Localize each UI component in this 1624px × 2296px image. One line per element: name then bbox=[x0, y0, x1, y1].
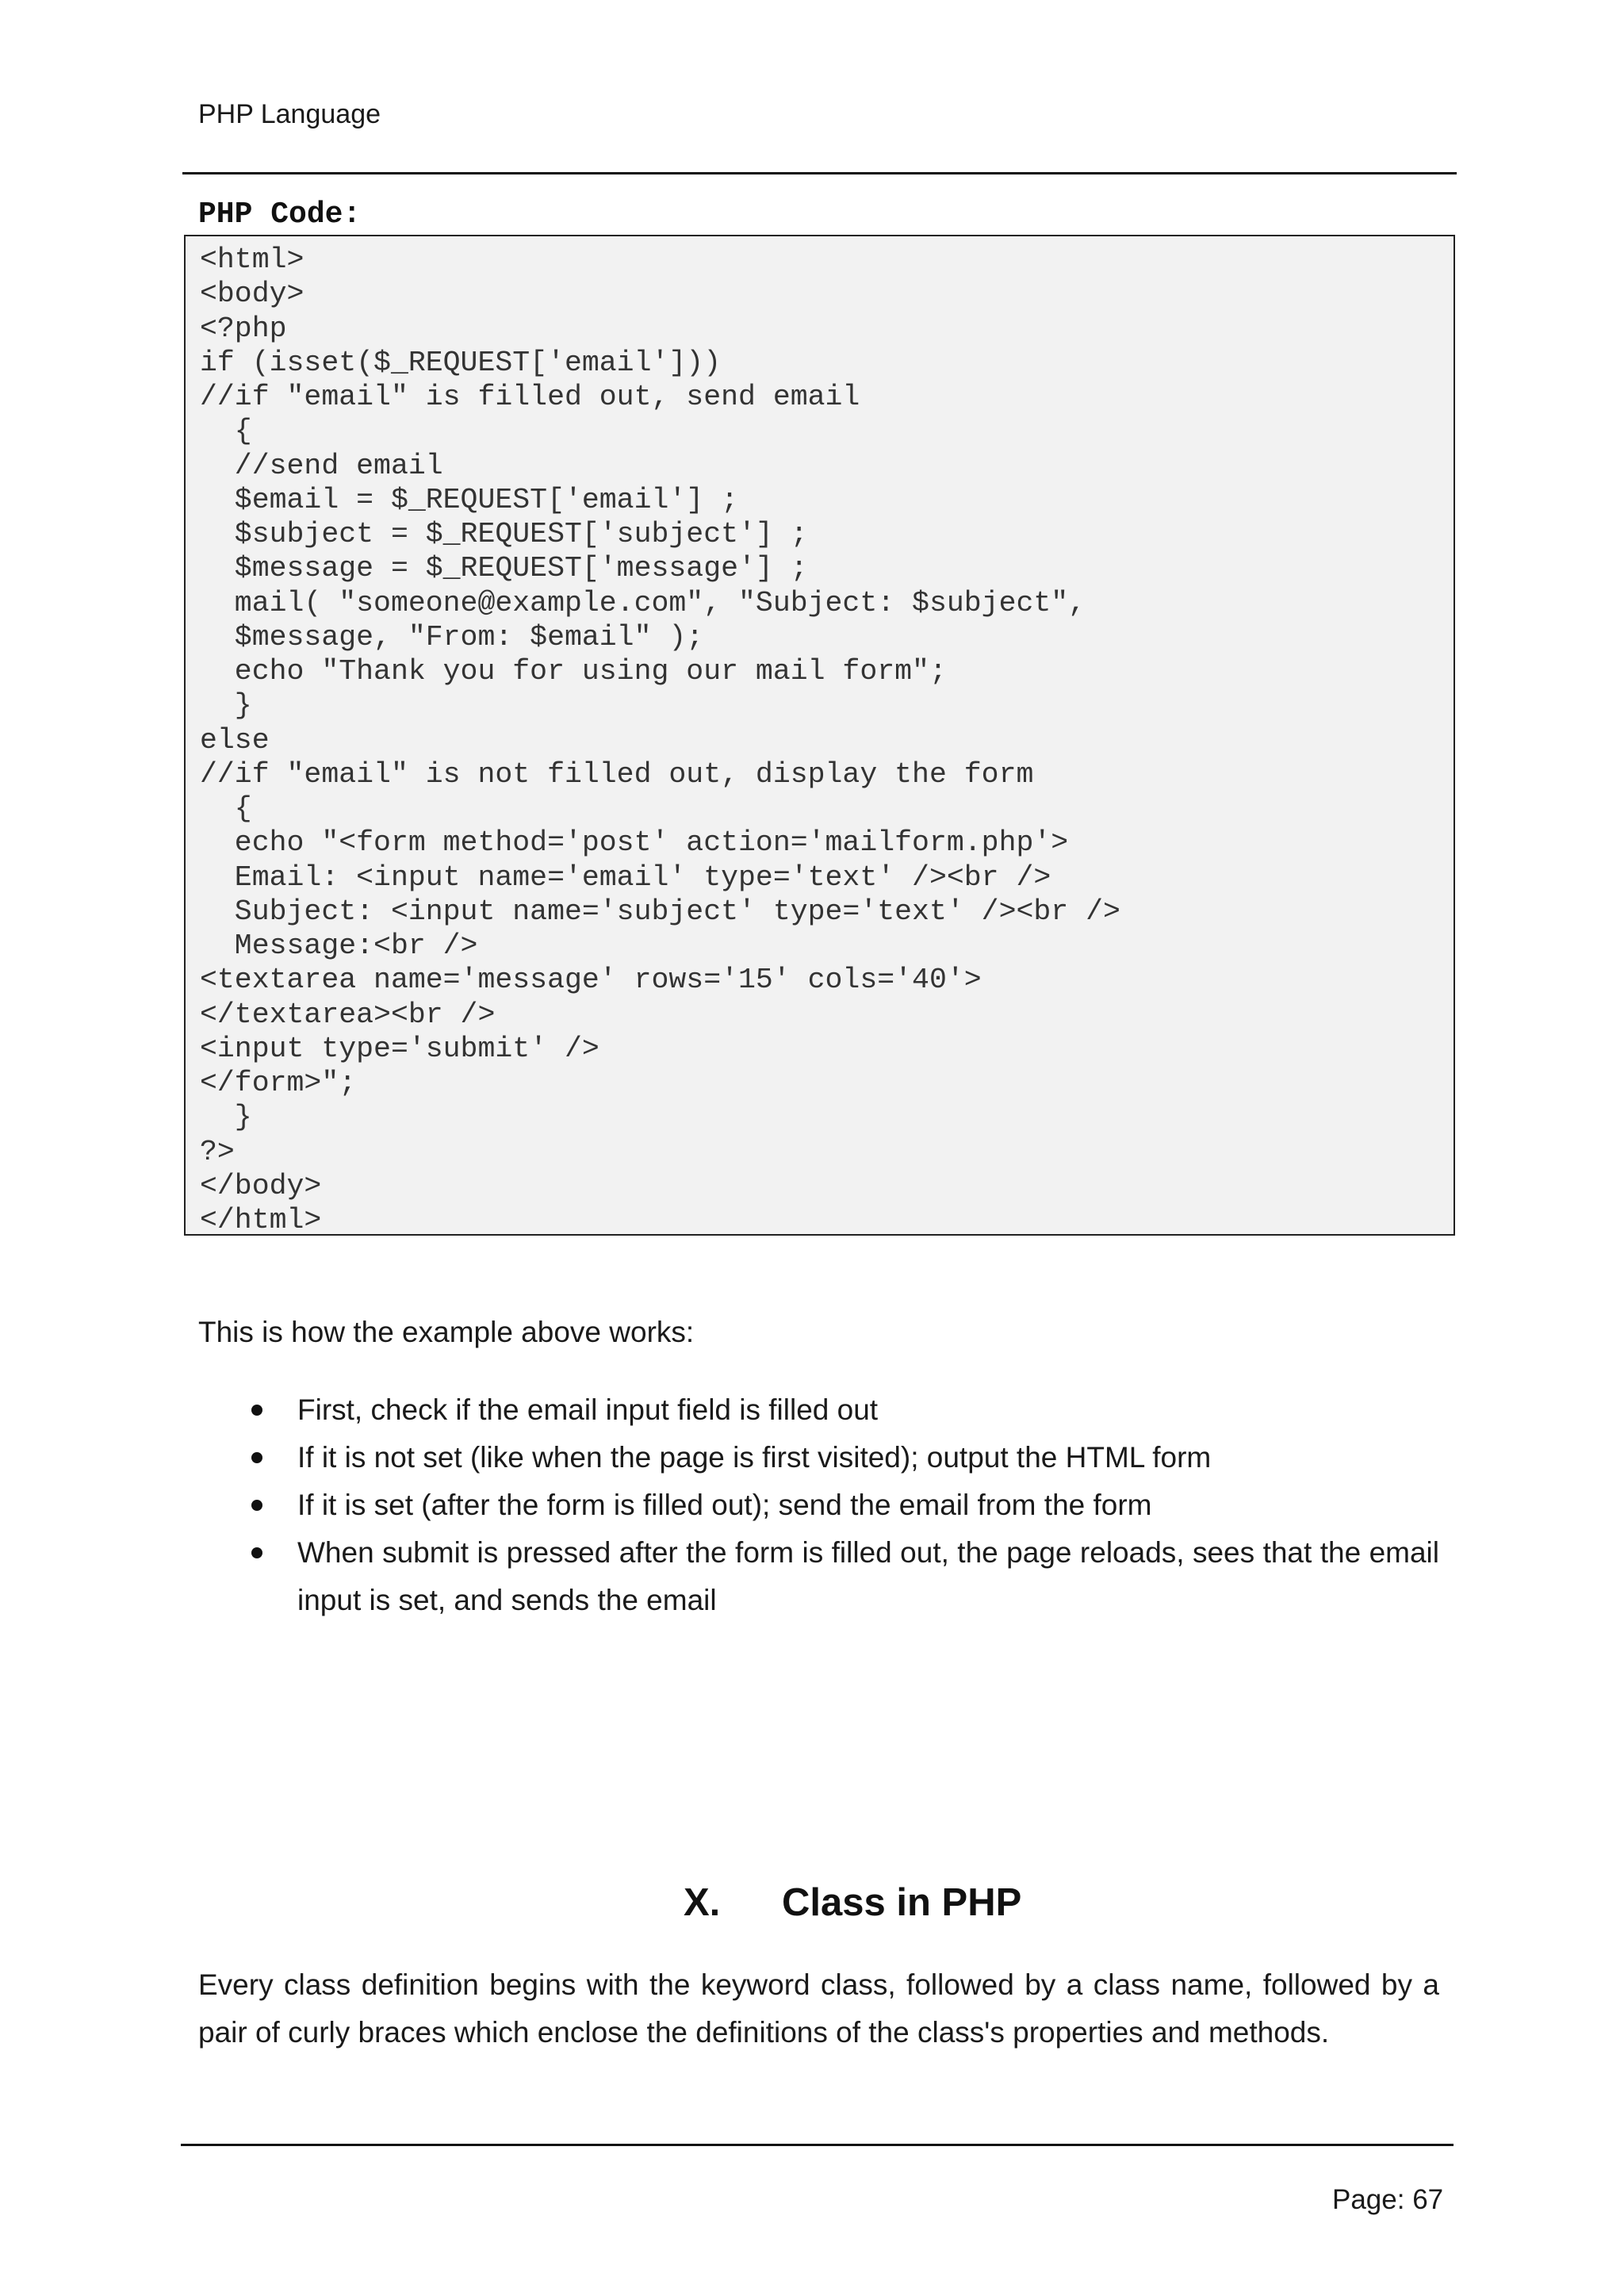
footer-divider bbox=[181, 2144, 1454, 2146]
code-line: $message, "From: $email" ); bbox=[200, 620, 704, 654]
running-header-title: PHP Language bbox=[198, 99, 381, 129]
page-number: Page: 67 bbox=[1332, 2184, 1444, 2215]
list-item bbox=[198, 1529, 1439, 1624]
code-block-label: PHP Code: bbox=[198, 197, 362, 232]
code-line: } bbox=[200, 689, 252, 723]
code-line: else bbox=[200, 723, 270, 757]
code-line: Message:<br /> bbox=[200, 930, 478, 962]
header-divider bbox=[182, 172, 1457, 174]
code-line: </form>"; bbox=[200, 1067, 357, 1099]
bullet-icon bbox=[251, 1405, 262, 1416]
list-item-text: When submit is pressed after the form is filled out, the page reloads, sees that the email input is set, and sends the email bbox=[297, 1536, 1439, 1616]
bullet-icon bbox=[251, 1452, 262, 1463]
code-line: //if "email" is filled out, send email bbox=[200, 381, 860, 413]
list-item bbox=[198, 1481, 1439, 1529]
code-line: $message = $_REQUEST['message'] ; bbox=[200, 552, 808, 585]
list-item bbox=[198, 1386, 1439, 1434]
code-line: { bbox=[200, 415, 252, 448]
section-paragraph: Every class definition begins with the keyword class, followed by a class name, followed by a pair of curly braces which enclose the definitions of the class's properties and methods. bbox=[198, 1968, 1439, 2049]
code-line: <body> bbox=[200, 278, 304, 311]
code-line: Subject: <input name='subject' type='text' /><br /> bbox=[200, 895, 1120, 928]
list-item-text: If it is not set (like when the page is first visited); output the HTML form bbox=[297, 1441, 1212, 1474]
code-line: if (isset($_REQUEST['email'])) bbox=[200, 346, 722, 379]
code-line: <input type='submit' /> bbox=[200, 1032, 599, 1065]
code-line: <?php bbox=[200, 312, 287, 345]
section-heading bbox=[684, 1878, 1021, 1927]
code-line: <html> bbox=[200, 243, 304, 276]
explanation-list bbox=[198, 1386, 1439, 1624]
code-line: $subject = $_REQUEST['subject'] ; bbox=[200, 518, 808, 550]
list-item bbox=[198, 1434, 1439, 1481]
list-item-text: If it is set (after the form is filled out); send the email from the form bbox=[297, 1489, 1152, 1521]
section-title: Class in PHP bbox=[782, 1881, 1022, 1924]
code-line: </textarea><br /> bbox=[200, 998, 496, 1031]
code-block bbox=[184, 235, 1455, 1236]
code-line: $email = $_REQUEST['email'] ; bbox=[200, 483, 739, 516]
code-line: <textarea name='message' rows='15' cols='40'> bbox=[200, 964, 982, 997]
section-number: X. bbox=[684, 1881, 721, 1924]
code-line: mail( "someone@example.com", "Subject: $subject", bbox=[200, 586, 1086, 619]
list-item-text: First, check if the email input field is filled out bbox=[297, 1393, 879, 1426]
code-line: } bbox=[200, 1101, 252, 1134]
code-line: </body> bbox=[200, 1169, 322, 1202]
code-line: //if "email" is not filled out, display the form bbox=[200, 757, 1034, 791]
bullet-icon bbox=[251, 1500, 262, 1511]
code-line: ?> bbox=[200, 1135, 235, 1168]
code-line: echo "<form method='post' action='mailform.php'> bbox=[200, 826, 1069, 860]
bullet-icon bbox=[251, 1547, 262, 1558]
code-line: echo "Thank you for using our mail form"; bbox=[200, 655, 947, 688]
explanation-intro: This is how the example above works: bbox=[198, 1316, 695, 1348]
code-line: </html> bbox=[200, 1204, 322, 1236]
code-line: Email: <input name='email' type='text' /><br /> bbox=[200, 861, 1051, 894]
code-line: //send email bbox=[200, 449, 443, 482]
code-line: { bbox=[200, 792, 252, 825]
